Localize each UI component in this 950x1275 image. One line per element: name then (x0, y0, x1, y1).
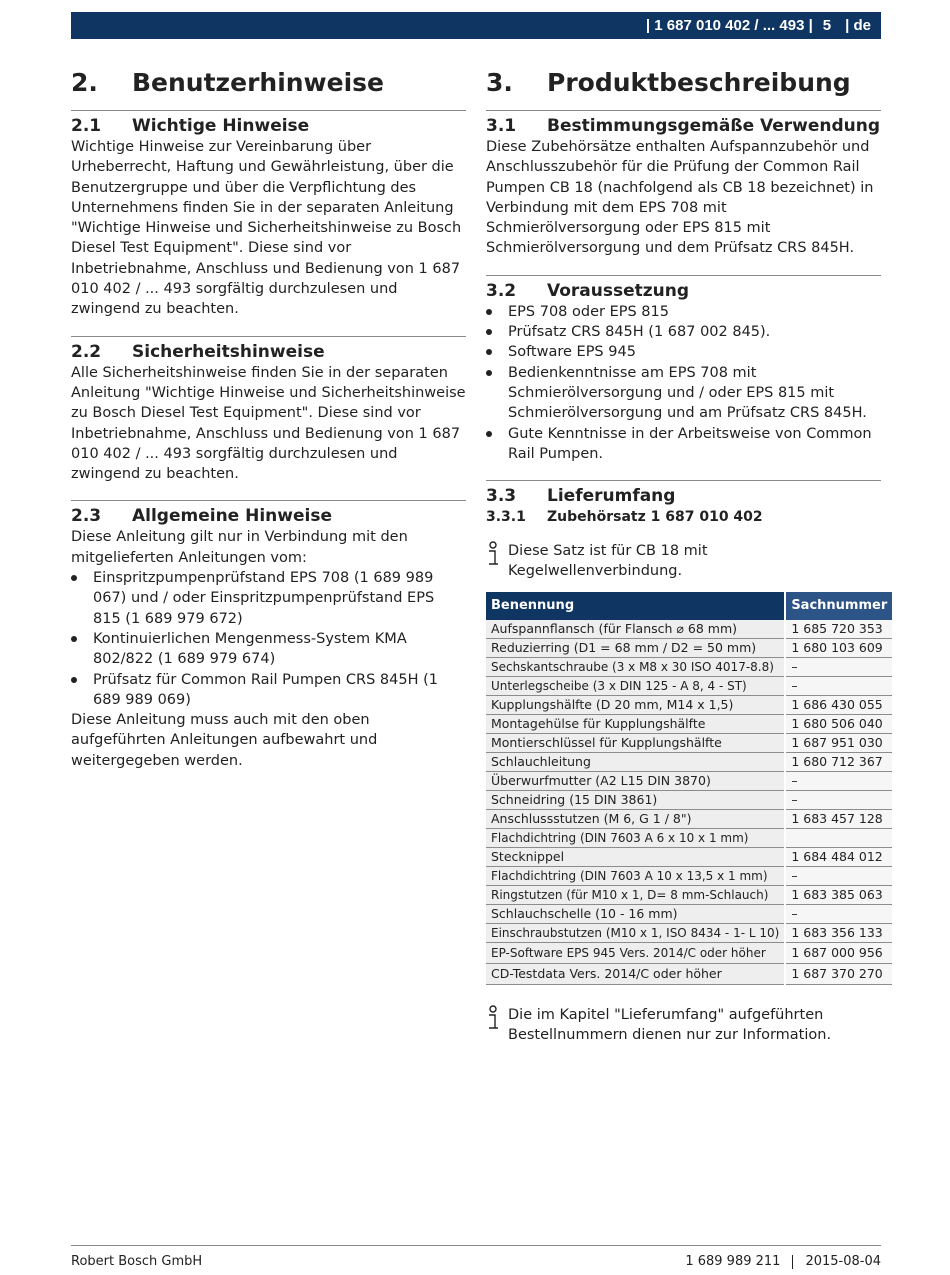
bullet-icon (486, 370, 492, 376)
cell-part-number: 1 683 356 133 (785, 923, 892, 942)
column-header-designation: Benennung (486, 592, 785, 620)
section-body: Alle Sicherheitshinweise finden Sie in der separaten Anleitung "Wichtige Hinweise und Sicherheitshinweise zu Bosch Diesel Test Equipment". Diese sind vor Inbetriebnahme, Anschluss und Bedienung von 1 687 010 402 / ... 493 sorgfältig durchzulesen und zwingend zu beachten. (71, 364, 466, 483)
list-item (71, 670, 466, 711)
table-header-row (486, 592, 892, 620)
cell-designation: Montagehülse für Kupplungshälfte (486, 714, 785, 733)
footer-divider (71, 1245, 881, 1246)
chapter-3-heading (486, 66, 881, 111)
list-item-text: Prüfsatz für Common Rail Pumpen CRS 845H (1 689 989 069) (93, 671, 438, 708)
footer-doc-number: 1 689 989 211 (685, 1254, 781, 1269)
chapter-number: 3. (486, 68, 513, 97)
cell-designation: Anschlussstutzen (M 6, G 1 / 8") (486, 809, 785, 828)
table-row (486, 790, 892, 809)
info-icon (486, 1005, 508, 1037)
cell-part-number: 1 687 000 956 (785, 942, 892, 963)
section-number: 3.1 (486, 116, 517, 136)
table-row (486, 676, 892, 695)
cell-part-number: 1 687 370 270 (785, 963, 892, 984)
cell-part-number: 1 680 506 040 (785, 714, 892, 733)
parts-table (486, 592, 892, 985)
list-item (486, 342, 881, 362)
list-item-text: Gute Kenntnisse in der Arbeitsweise von Common Rail Pumpen. (508, 425, 872, 462)
cell-designation: Schneidring (15 DIN 3861) (486, 790, 785, 809)
list-item (486, 322, 881, 342)
subsection-heading (486, 507, 881, 527)
list-item-text: Kontinuierlichen Mengenmess-System KMA 802/822 (1 689 979 674) (93, 630, 407, 668)
table-row (486, 904, 892, 923)
section-heading (71, 115, 466, 137)
cell-designation: Sechskantschraube (3 x M8 x 30 ISO 4017-8.8) (486, 657, 785, 676)
table-row (486, 923, 892, 942)
section-title: Voraussetzung (547, 280, 690, 301)
cell-part-number: 1 684 484 012 (785, 847, 892, 866)
cell-part-number: – (785, 771, 892, 790)
cell-part-number: – (785, 676, 892, 695)
section-heading (71, 341, 466, 363)
table-body (486, 620, 892, 985)
table-row (486, 714, 892, 733)
left-column (71, 66, 466, 771)
header-language: | de (845, 17, 871, 34)
footer-company: Robert Bosch GmbH (71, 1254, 203, 1269)
header-doc-ref: | 1 687 010 402 / ... 493 | (645, 17, 813, 34)
table-row (486, 885, 892, 904)
chapter-2-heading (71, 66, 466, 111)
footer-date: 2015-08-04 (805, 1254, 881, 1269)
cell-part-number: 1 683 457 128 (785, 809, 892, 828)
section-heading (486, 280, 881, 302)
section-3-1 (486, 115, 881, 259)
cell-designation: Unterlegscheibe (3 x DIN 125 - A 8, 4 - ST) (486, 676, 785, 695)
list-item (71, 629, 466, 670)
bullet-icon (486, 349, 492, 355)
bullet-list (486, 302, 881, 464)
divider (71, 500, 466, 501)
chapter-number: 2. (71, 68, 98, 97)
cell-part-number: 1 683 385 063 (785, 885, 892, 904)
subsection-number: 3.3.1 (486, 509, 526, 526)
table-row (486, 620, 892, 639)
table-row (486, 963, 892, 984)
bullet-icon (486, 329, 492, 335)
section-heading (71, 505, 466, 527)
footer-meta (685, 1254, 881, 1269)
section-number: 3.3 (486, 486, 517, 507)
table-row (486, 638, 892, 657)
cell-designation: Ringstutzen (für M10 x 1, D= 8 mm-Schlauch) (486, 885, 785, 904)
table-row (486, 809, 892, 828)
cell-designation: Montierschlüssel für Kupplungshälfte (486, 733, 785, 752)
section-title: Sicherheitshinweise (132, 341, 325, 362)
section-body: Wichtige Hinweise zur Vereinbarung über Urheberrecht, Haftung und Gewährleistung, über die Benutzergruppe und über die Verpflichtung des Unternehmens finden Sie in der separaten Anleitung "Wichtige Hinweise und Sicherheitshinweise zu Bosch Diesel Test Equipment". Diese sind vor Inbetriebnahme, Anschluss und Bedienung von 1 687 010 402 / ... 493 sorgfältig durchzulesen und zwingend zu beachten. (71, 139, 462, 318)
section-title: Wichtige Hinweise (132, 116, 310, 136)
cell-designation: Aufspannflansch (für Flansch ⌀ 68 mm) (486, 620, 785, 639)
cell-designation: Flachdichtring (DIN 7603 A 10 x 13,5 x 1 mm) (486, 866, 785, 885)
bullet-icon (486, 431, 492, 437)
right-column (486, 66, 888, 1045)
cell-designation: CD-Testdata Vers. 2014/C oder höher (486, 963, 785, 984)
list-item (486, 363, 881, 424)
chapter-title: Benutzerhinweise (132, 68, 385, 97)
list-item-text: Bedienkenntnisse am EPS 708 mit Schmierölversorgung und / oder EPS 815 mit Schmierölversorgung und am Prüfsatz CRS 845H. (508, 364, 867, 422)
cell-part-number: – (785, 866, 892, 885)
section-3-3 (486, 485, 888, 1045)
cell-designation: Reduzierring (D1 = 68 mm / D2 = 50 mm) (486, 638, 785, 657)
footer-separator (792, 1255, 793, 1269)
cell-part-number: 1 680 712 367 (785, 752, 892, 771)
cell-designation: Einschraubstutzen (M10 x 1, ISO 8434 - 1- L 10) (486, 923, 785, 942)
divider (486, 275, 881, 276)
cell-designation: Stecknippel (486, 847, 785, 866)
section-number: 3.2 (486, 280, 517, 301)
section-number: 2.2 (71, 341, 102, 362)
bullet-icon (71, 575, 77, 581)
chapter-title: Produktbeschreibung (547, 68, 851, 97)
cell-part-number: 1 680 103 609 (785, 638, 892, 657)
section-title: Allgemeine Hinweise (132, 506, 332, 527)
table-row (486, 657, 892, 676)
table-row (486, 752, 892, 771)
info-note-text: Diese Satz ist für CB 18 mit Kegelwellenverbindung. (508, 543, 708, 580)
info-note (486, 541, 881, 582)
info-note-text: Die im Kapitel "Lieferumfang" aufgeführten Bestellnummern dienen nur zur Information. (508, 1006, 832, 1044)
divider (486, 480, 881, 481)
info-note (486, 1005, 881, 1046)
section-3-2 (486, 280, 881, 464)
table-row (486, 828, 892, 847)
bullet-icon (71, 677, 77, 683)
table-row (486, 695, 892, 714)
section-2-2 (71, 341, 466, 485)
column-header-part-number: Sachnummer (785, 592, 892, 620)
list-item (71, 568, 466, 629)
cell-designation: Schlauchschelle (10 - 16 mm) (486, 904, 785, 923)
bullet-icon (486, 309, 492, 315)
subsection-title: Zubehörsatz 1 687 010 402 (547, 509, 763, 526)
list-item-text: Software EPS 945 (508, 344, 636, 361)
cell-designation: Kupplungshälfte (D 20 mm, M14 x 1,5) (486, 695, 785, 714)
list-item-text: Einspritzpumpenprüfstand EPS 708 (1 689 989 067) und / oder Einspritzpumpenprüfstand EPS 815 (1 689 979 672) (93, 570, 435, 627)
table-row (486, 866, 892, 885)
section-2-1 (71, 115, 466, 320)
list-item (486, 302, 881, 322)
section-outro: Diese Anleitung muss auch mit den oben aufgeführten Anleitungen aufbewahrt und weitergegeben werden. (71, 712, 378, 769)
section-heading (486, 115, 881, 137)
page-header-bar (71, 12, 881, 39)
bullet-list (71, 568, 466, 710)
section-2-3 (71, 505, 466, 771)
cell-designation: Flachdichtring (DIN 7603 A 6 x 10 x 1 mm) (486, 828, 785, 847)
table-row (486, 771, 892, 790)
cell-part-number: 1 686 430 055 (785, 695, 892, 714)
cell-part-number: 1 687 951 030 (785, 733, 892, 752)
section-title: Lieferumfang (547, 486, 676, 507)
list-item-text: Prüfsatz CRS 845H (1 687 002 845). (508, 324, 771, 341)
section-title: Bestimmungsgemäße Verwendung (547, 116, 881, 136)
cell-part-number (785, 828, 892, 847)
cell-designation: Schlauchleitung (486, 752, 785, 771)
divider (71, 336, 466, 337)
table-row (486, 847, 892, 866)
cell-part-number: 1 685 720 353 (785, 620, 892, 639)
cell-designation: Überwurfmutter (A2 L15 DIN 3870) (486, 771, 785, 790)
table-row (486, 733, 892, 752)
list-item-text: EPS 708 oder EPS 815 (508, 303, 669, 320)
bullet-icon (71, 636, 77, 642)
section-body: Diese Zubehörsätze enthalten Aufspannzubehör und Anschlusszubehör für die Prüfung der Common Rail Pumpen CB 18 (nachfolgend als CB 18 bezeichnet) in Verbindung mit dem EPS 708 mit Schmierölversorgung oder EPS 815 mit Schmierölversorgung und dem Prüfsatz CRS 845H. (486, 139, 874, 257)
section-intro: Diese Anleitung gilt nur in Verbindung mit den mitgelieferten Anleitungen vom: (71, 529, 408, 566)
table-row (486, 942, 892, 963)
cell-part-number: – (785, 657, 892, 676)
info-icon (486, 541, 508, 573)
section-heading (486, 485, 881, 507)
cell-designation: EP-Software EPS 945 Vers. 2014/C oder höher (486, 942, 785, 963)
section-number: 2.3 (71, 506, 102, 527)
header-page-number: 5 (822, 17, 832, 34)
cell-part-number: – (785, 904, 892, 923)
list-item (486, 424, 881, 465)
cell-part-number: – (785, 790, 892, 809)
section-number: 2.1 (71, 116, 102, 136)
